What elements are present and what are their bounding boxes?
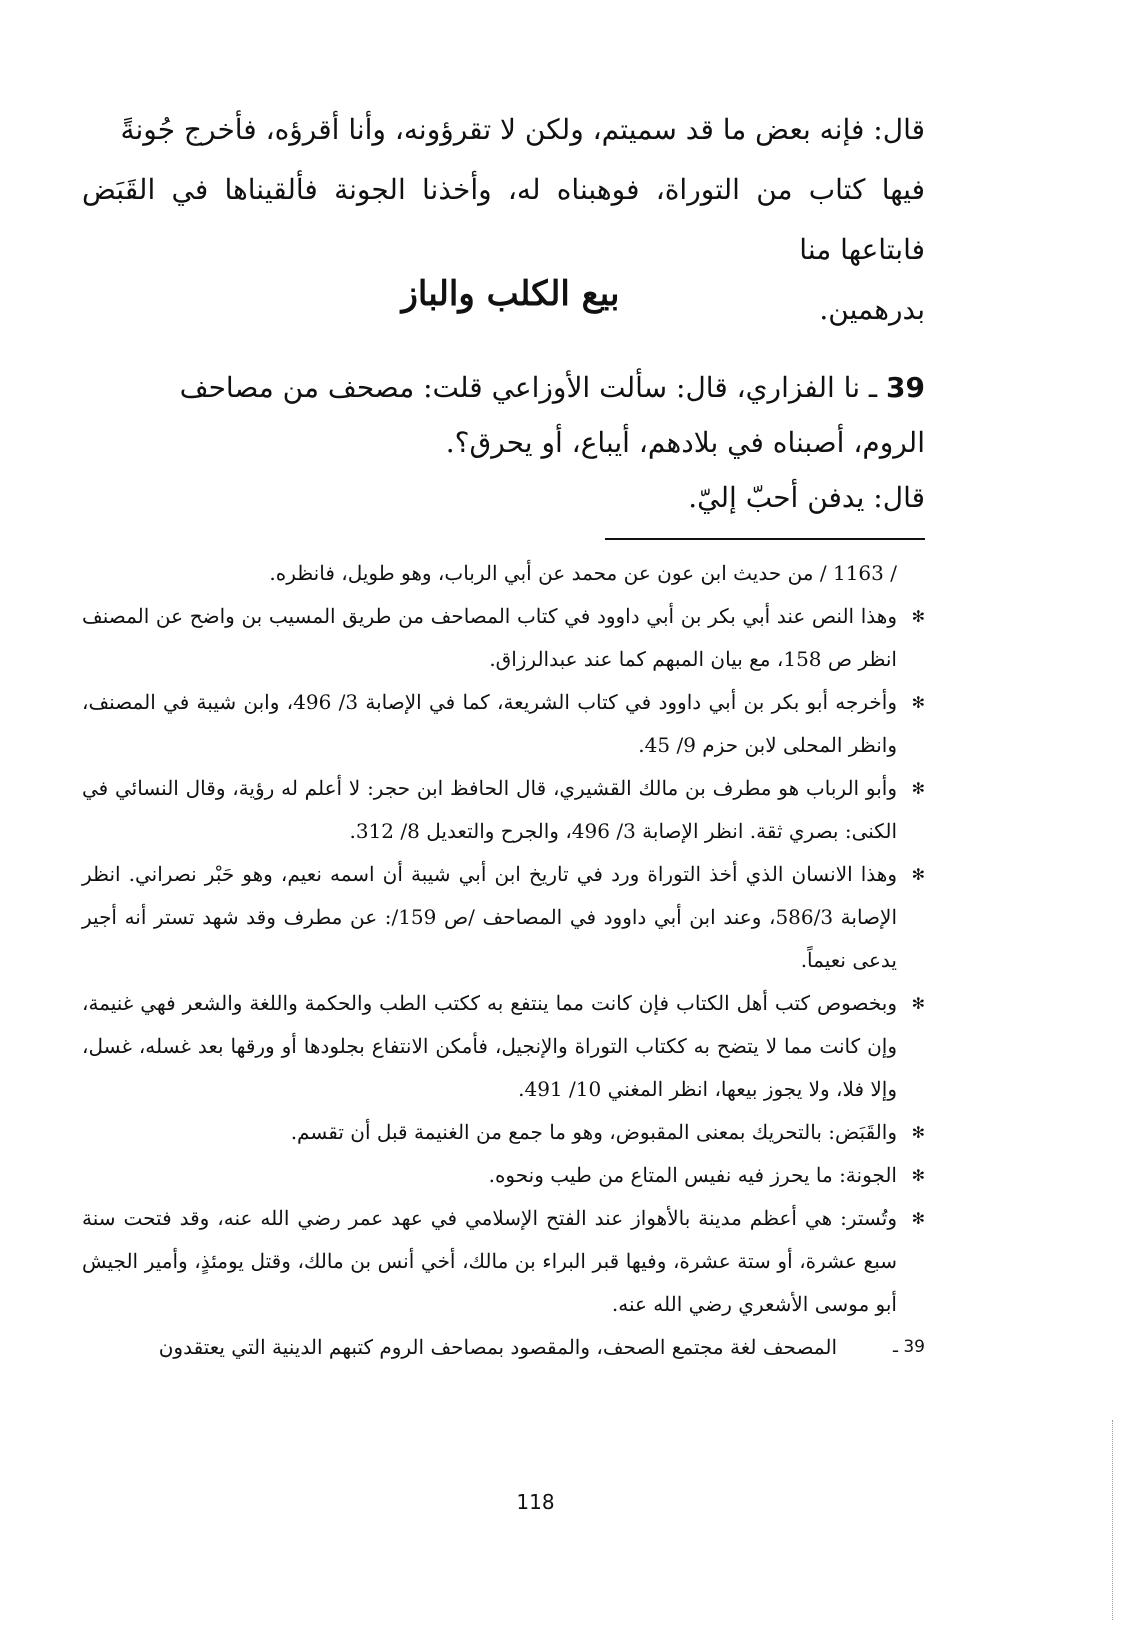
entry-number: 39 bbox=[886, 371, 925, 404]
footnote-text: والقَبَض: بالتحريك بمعنى المقبوض، وهو ما جمع من الغنيمة قبل أن تقسم. bbox=[290, 1120, 897, 1144]
asterisk-icon: ✻ bbox=[911, 865, 925, 884]
footnote-text: وأخرجه أبو بكر بن أبي داوود في كتاب الشريعة، كما في الإصابة 3/ 496، وابن شيبة في المصنف، وانظر المحلى لابن حزم 9/ 45. bbox=[82, 690, 897, 757]
footnote-text: / 1163 / من حديث ابن عون عن محمد عن أبي الرباب، وهو طويل، فانظره. bbox=[269, 561, 897, 585]
section-heading: بيع الكلب والباز bbox=[401, 274, 620, 314]
asterisk-icon: ✻ bbox=[911, 779, 925, 798]
footnotes bbox=[82, 552, 925, 1369]
footnote-divider bbox=[605, 538, 925, 540]
footnote-item bbox=[82, 767, 925, 853]
asterisk-icon: ✻ bbox=[911, 994, 925, 1013]
reference-note-number: 39 ـ bbox=[892, 1337, 925, 1357]
reference-note bbox=[82, 1326, 925, 1369]
footnote-item bbox=[82, 853, 925, 982]
footnote-text: وهذا النص عند أبي بكر بن أبي داوود في كتاب المصاحف من طريق المسيب بن واضح عن المصنف انظر ص 158، مع بيان المبهم كما عند عبدالرزاق. bbox=[82, 604, 897, 671]
asterisk-icon: ✻ bbox=[911, 1209, 925, 1228]
main-text-line: بدرهمين. bbox=[819, 293, 925, 326]
main-text-line: قال: فإنه بعض ما قد سميتم، ولكن لا تقرؤونه، وأنا أقرؤه، فأخرج جُونةً bbox=[120, 113, 925, 146]
footnote-text: وأبو الرباب هو مطرف بن مالك القشيري، قال الحافظ ابن حجر: لا أعلم له رؤية، وقال النسائي في الكنى: بصري ثقة. انظر الإصابة 3/ 496، والجرح والتعديل 8/ 312. bbox=[82, 776, 897, 843]
footnote-item bbox=[82, 982, 925, 1111]
footnote-text: وهذا الانسان الذي أخذ التوراة ورد في تاريخ ابن أبي شيبة أن اسمه نعيم، وهو حَبْر نصراني. انظر الإصابة 586/3، وعند ابن أبي داوود في المصاحف /ص 159/: عن مطرف وقد شهد تستر أنه أجير يدعى نعيماً. bbox=[82, 862, 898, 972]
entry-text: نا الفزاري، قال: سألت الأوزاعي قلت: مصحف من مصاحف bbox=[179, 371, 861, 404]
footnote-item bbox=[82, 552, 925, 595]
scan-edge-mark bbox=[1111, 1420, 1113, 1620]
footnote-item bbox=[82, 595, 925, 681]
reference-note-text: المصحف لغة مجتمع الصحف، والمقصود بمصاحف الروم كتبهم الدينية التي يعتقدون bbox=[158, 1335, 837, 1359]
asterisk-icon: ✻ bbox=[911, 607, 925, 626]
footnote-text: وبخصوص كتب أهل الكتاب فإن كانت مما ينتفع به ككتب الطب والحكمة واللغة والشعر فهي غنيمة، وإن كانت مما لا يتضح به ككتاب التوراة والإنجيل، فأمكن الانتفاع بجلودها أو ورقها بعد غسله، غسل، وإلا فلا، ولا يجوز بيعها، انظر المغني 10/ 491. bbox=[82, 991, 897, 1101]
footnote-item bbox=[82, 681, 925, 767]
asterisk-icon: ✻ bbox=[911, 1123, 925, 1142]
page-number: 118 bbox=[516, 1490, 555, 1514]
asterisk-icon: ✻ bbox=[911, 1166, 925, 1185]
main-text-line: فيها كتاب من التوراة، فوهبناه له، وأخذنا الجونة فألقيناها في القَبَض فابتاعها منا bbox=[82, 173, 925, 266]
hadith-entry bbox=[82, 360, 925, 525]
entry-first-line bbox=[82, 360, 925, 415]
entry-answer: قال: يدفن أحبّ إليّ. bbox=[688, 481, 925, 514]
asterisk-icon: ✻ bbox=[911, 693, 925, 712]
footnote-text: وتُستر: هي أعظم مدينة بالأهواز عند الفتح الإسلامي في عهد عمر رضي الله عنه، وقد فتحت سنة سبع عشرة، أو ستة عشرة، وفيها قبر البراء بن مالك، أخي أنس بن مالك، وقتل يومئذٍ، وأمير الجيش أبو موسى الأشعري رضي الله عنه. bbox=[82, 1206, 897, 1316]
entry-text-line: الروم، أصبناه في بلادهم، أيباع، أو يحرق؟. bbox=[445, 426, 925, 459]
footnote-text: الجونة: ما يحرز فيه نفيس المتاع من طيب ونحوه. bbox=[488, 1163, 897, 1187]
footnote-item bbox=[82, 1154, 925, 1197]
footnote-item bbox=[82, 1197, 925, 1326]
footnote-item bbox=[82, 1111, 925, 1154]
entry-dash: ـ bbox=[868, 371, 878, 404]
